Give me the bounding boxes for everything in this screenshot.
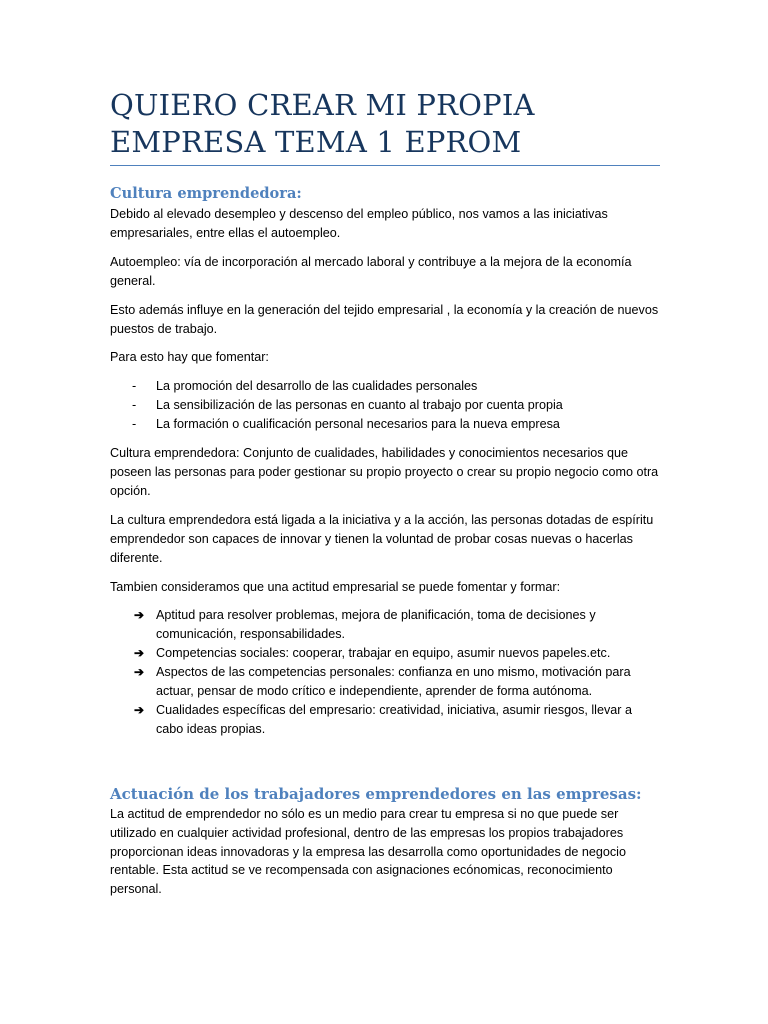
- list-item: [110, 663, 660, 701]
- arrow-bullet-icon: ➔: [134, 608, 145, 623]
- paragraph: Esto además influye en la generación del tejido empresarial , la economía y la creación de nuevos puestos de trabajo.: [110, 302, 659, 336]
- arrow-bullet-icon: ➔: [134, 702, 145, 717]
- list-item-text: Aspectos de las competencias personales: confianza en uno mismo, motivación para actuar, pensar de modo crítico e independiente, aprender de forma autónoma.: [156, 665, 631, 699]
- arrow-bullet-icon: ➔: [134, 665, 145, 680]
- list-item-text: Aptitud para resolver problemas, mejora de planificación, toma de decisiones y comunicación, responsabilidades.: [156, 608, 596, 642]
- paragraph: La cultura emprendedora está ligada a la iniciativa y a la acción, las personas dotadas de espíritu emprendedor son capaces de innovar y tienen la voluntad de probar cosas nuevas o hacerlas diferente.: [110, 512, 654, 565]
- list-item-text: Competencias sociales: cooperar, trabajar en equipo, asumir nuevos papeles.etc.: [156, 646, 611, 661]
- paragraph: Para esto hay que fomentar:: [110, 350, 269, 365]
- paragraph: Cultura emprendedora: Conjunto de cualidades, habilidades y conocimientos necesarios que poseen las personas para poder gestionar su propio proyecto o crear su propio negocio como otra opción.: [110, 446, 659, 498]
- list-item: [110, 377, 660, 396]
- dash-bullet: -: [132, 417, 137, 432]
- section-heading-actuacion: Actuación de los trabajadores emprendedores en las empresas:: [110, 784, 642, 803]
- title-line-2: EMPRESA TEMA 1 EPROM: [110, 125, 522, 159]
- section-heading-cultura: Cultura emprendedora:: [110, 185, 302, 202]
- title-underline: [110, 165, 660, 166]
- document-title: [110, 87, 670, 161]
- document-body: [110, 183, 660, 909]
- paragraph: Tambien consideramos que una actitud empresarial se puede fomentar y formar:: [110, 579, 561, 594]
- list-item: [110, 644, 660, 663]
- list-item-text: La formación o cualificación personal necesarios para la nueva empresa: [156, 417, 560, 432]
- dash-list: [110, 377, 660, 434]
- paragraph: La actitud de emprendedor no sólo es un medio para crear tu empresa si no que puede ser utilizado en cualquier actividad profesional, dentro de las empresas los propios trabajadores proporcionan ideas innovadoras y la empresa las desarrolla como oportunidades de negocio rentable. Esta actitud se ve recompensada con asignaciones ecónomicas, reconocimiento personal.: [110, 806, 626, 897]
- list-item-text: La promoción del desarrollo de las cualidades personales: [156, 379, 478, 394]
- dash-bullet: -: [132, 379, 137, 394]
- list-item-text: La sensibilización de las personas en cuanto al trabajo por cuenta propia: [156, 398, 563, 413]
- paragraph: Debido al elevado desempleo y descenso del empleo público, nos vamos a las iniciativas empresariales, entre ellas el autoempleo.: [110, 207, 608, 240]
- list-item-text: Cualidades específicas del empresario: creatividad, iniciativa, asumir riesgos, llevar a cabo ideas propias.: [156, 702, 632, 736]
- list-item: [110, 701, 660, 739]
- arrow-list: [110, 606, 660, 738]
- dash-bullet: -: [132, 398, 137, 413]
- list-item: [110, 415, 660, 434]
- list-item: [110, 606, 660, 644]
- arrow-bullet-icon: ➔: [134, 646, 145, 661]
- paragraph: Autoempleo: vía de incorporación al mercado laboral y contribuye a la mejora de la economía general.: [110, 254, 632, 288]
- list-item: [110, 396, 660, 415]
- title-line-1: QUIERO CREAR MI PROPIA: [110, 88, 535, 122]
